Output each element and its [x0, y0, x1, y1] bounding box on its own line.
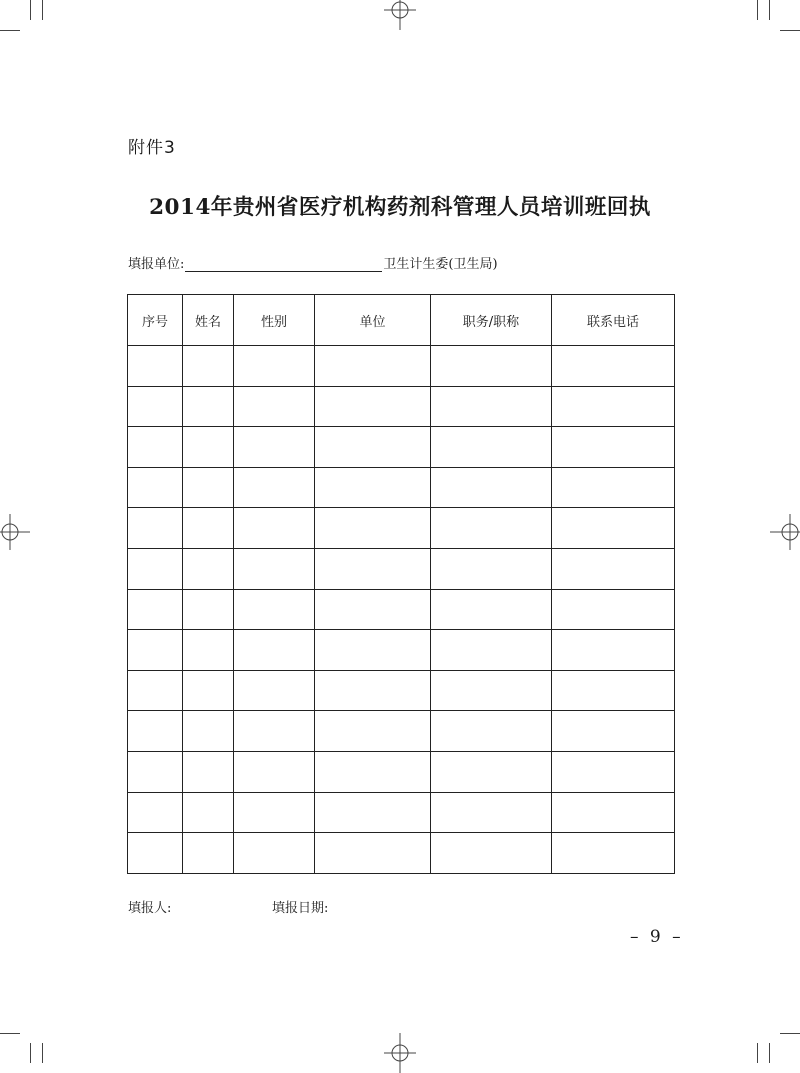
registration-table — [127, 294, 675, 874]
crop-mark — [0, 30, 20, 31]
table-cell[interactable] — [128, 589, 183, 630]
table-cell[interactable] — [234, 711, 315, 752]
table-cell[interactable] — [431, 630, 552, 671]
table-cell[interactable] — [431, 833, 552, 874]
table-cell[interactable] — [183, 630, 234, 671]
table-cell[interactable] — [315, 386, 431, 427]
crop-mark — [30, 1043, 31, 1063]
table-cell[interactable] — [183, 508, 234, 549]
table-cell[interactable] — [431, 386, 552, 427]
table-cell[interactable] — [128, 833, 183, 874]
table-cell[interactable] — [128, 508, 183, 549]
table-cell[interactable] — [128, 467, 183, 508]
table-cell[interactable] — [234, 386, 315, 427]
table-cell[interactable] — [552, 670, 675, 711]
table-cell[interactable] — [431, 792, 552, 833]
crop-mark — [757, 0, 758, 20]
table-body — [128, 346, 675, 874]
table-cell[interactable] — [315, 548, 431, 589]
table-cell[interactable] — [431, 467, 552, 508]
table-cell[interactable] — [183, 670, 234, 711]
table-cell[interactable] — [315, 792, 431, 833]
crop-mark — [780, 1033, 800, 1034]
crop-mark — [780, 30, 800, 31]
table-cell[interactable] — [128, 346, 183, 387]
table-cell[interactable] — [315, 508, 431, 549]
table-cell[interactable] — [234, 833, 315, 874]
table-cell[interactable] — [315, 589, 431, 630]
table-row — [128, 630, 675, 671]
table-cell[interactable] — [183, 751, 234, 792]
table-cell[interactable] — [431, 427, 552, 468]
table-cell[interactable] — [315, 670, 431, 711]
table-row — [128, 711, 675, 752]
crop-mark — [42, 0, 43, 20]
reporting-unit-blank[interactable] — [185, 257, 382, 272]
table-cell[interactable] — [183, 386, 234, 427]
table-cell[interactable] — [128, 711, 183, 752]
crop-mark — [30, 0, 31, 20]
table-cell[interactable] — [431, 711, 552, 752]
header-phone: 联系电话 — [552, 295, 675, 346]
table-cell[interactable] — [234, 427, 315, 468]
registration-mark-left — [0, 512, 30, 552]
table-header-row — [128, 295, 675, 346]
table-cell[interactable] — [183, 427, 234, 468]
table-cell[interactable] — [183, 589, 234, 630]
table-cell[interactable] — [431, 548, 552, 589]
table-row — [128, 467, 675, 508]
table-cell[interactable] — [552, 346, 675, 387]
table-cell[interactable] — [234, 630, 315, 671]
table-cell[interactable] — [234, 508, 315, 549]
crop-mark — [757, 1043, 758, 1063]
page-title: 2014年贵州省医疗机构药剂科管理人员培训班回执 — [149, 195, 651, 220]
table-cell[interactable] — [128, 427, 183, 468]
table-cell[interactable] — [183, 548, 234, 589]
table-cell[interactable] — [552, 630, 675, 671]
table-cell[interactable] — [234, 751, 315, 792]
table-row — [128, 508, 675, 549]
table-cell[interactable] — [234, 346, 315, 387]
reporting-unit-suffix: 卫生计生委(卫生局) — [383, 257, 498, 272]
table-cell[interactable] — [183, 833, 234, 874]
table-row — [128, 548, 675, 589]
table-row — [128, 670, 675, 711]
header-name: 姓名 — [183, 295, 234, 346]
table-row — [128, 751, 675, 792]
registration-mark-top — [380, 0, 420, 30]
crop-mark — [0, 1033, 20, 1034]
registration-mark-right — [770, 512, 800, 552]
table-cell[interactable] — [552, 548, 675, 589]
table-cell[interactable] — [552, 751, 675, 792]
table-cell[interactable] — [552, 711, 675, 752]
filler-label: 填报人: — [128, 901, 172, 916]
table-cell[interactable] — [552, 427, 675, 468]
table-cell[interactable] — [128, 630, 183, 671]
table-cell[interactable] — [183, 346, 234, 387]
table-row — [128, 792, 675, 833]
registration-mark-bottom — [380, 1033, 420, 1073]
table-cell[interactable] — [183, 792, 234, 833]
table-cell[interactable] — [552, 386, 675, 427]
table-row — [128, 427, 675, 468]
table-row — [128, 346, 675, 387]
table-cell[interactable] — [552, 833, 675, 874]
header-unit: 单位 — [315, 295, 431, 346]
table-cell[interactable] — [315, 630, 431, 671]
attachment-label: 附件3 — [128, 138, 176, 158]
table-cell[interactable] — [234, 589, 315, 630]
header-gender: 性别 — [234, 295, 315, 346]
table-cell[interactable] — [552, 589, 675, 630]
table-cell[interactable] — [431, 589, 552, 630]
reporting-unit-line — [128, 253, 498, 272]
table-cell[interactable] — [315, 711, 431, 752]
table-cell[interactable] — [431, 751, 552, 792]
crop-mark — [769, 0, 770, 20]
table-row — [128, 833, 675, 874]
reporting-unit-label: 填报单位: — [128, 257, 185, 272]
table-cell[interactable] — [552, 508, 675, 549]
crop-mark — [769, 1043, 770, 1063]
page-number: – 9 – — [630, 927, 684, 947]
table-cell[interactable] — [315, 467, 431, 508]
table-cell[interactable] — [315, 427, 431, 468]
table-cell[interactable] — [234, 467, 315, 508]
table-cell[interactable] — [183, 467, 234, 508]
table-cell[interactable] — [315, 346, 431, 387]
table-cell[interactable] — [128, 792, 183, 833]
table-cell[interactable] — [552, 467, 675, 508]
table-cell[interactable] — [315, 751, 431, 792]
header-position-title: 职务/职称 — [431, 295, 552, 346]
table-cell[interactable] — [128, 670, 183, 711]
table-cell[interactable] — [431, 670, 552, 711]
table-cell[interactable] — [552, 792, 675, 833]
table-row — [128, 589, 675, 630]
table-cell[interactable] — [431, 508, 552, 549]
crop-mark — [42, 1043, 43, 1063]
table-cell[interactable] — [315, 833, 431, 874]
table-cell[interactable] — [234, 792, 315, 833]
table-row — [128, 386, 675, 427]
fill-date-label: 填报日期: — [272, 901, 329, 916]
table-cell[interactable] — [128, 386, 183, 427]
table-cell[interactable] — [183, 711, 234, 752]
table-cell[interactable] — [128, 548, 183, 589]
table-cell[interactable] — [128, 751, 183, 792]
header-serial-number: 序号 — [128, 295, 183, 346]
table-cell[interactable] — [234, 670, 315, 711]
table-cell[interactable] — [431, 346, 552, 387]
table-cell[interactable] — [234, 548, 315, 589]
